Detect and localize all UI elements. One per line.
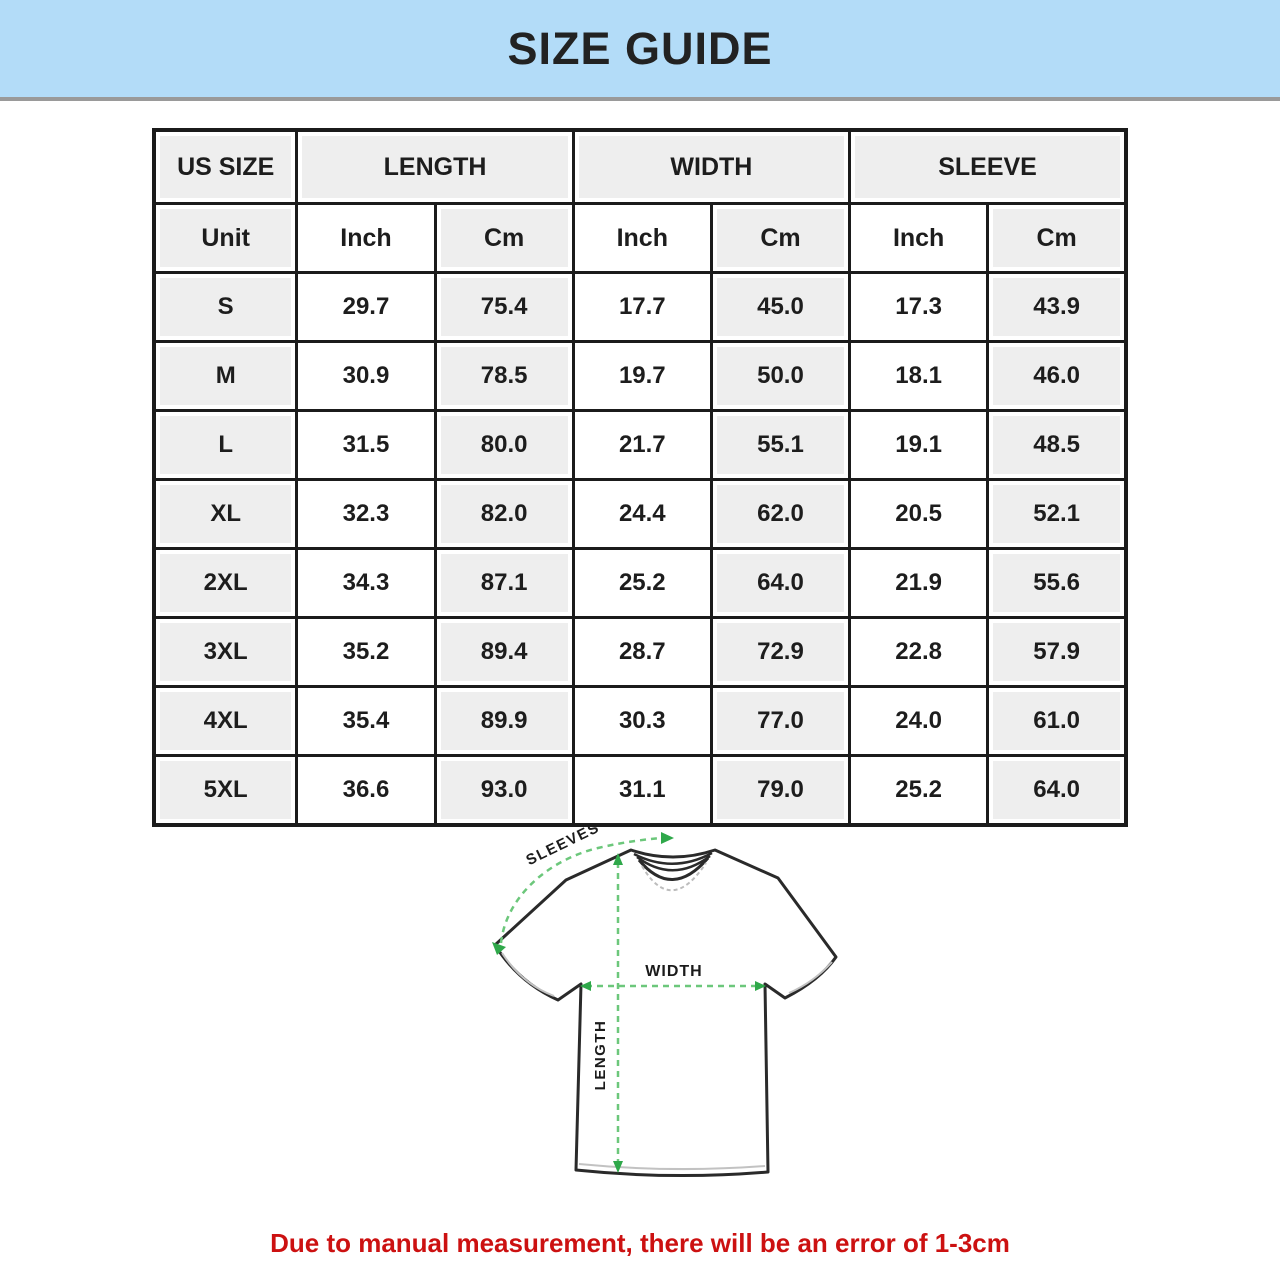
group-header-row xyxy=(154,130,1126,204)
group-header-cell xyxy=(573,130,849,204)
value-label: 21.9 xyxy=(855,554,982,612)
value-label: 21.7 xyxy=(579,416,706,474)
table-row xyxy=(154,273,1126,342)
value-label: 45.0 xyxy=(717,278,844,336)
value-label: 79.0 xyxy=(717,761,844,819)
unit-header-label: Cm xyxy=(717,209,844,267)
value-cell xyxy=(850,549,988,618)
size-label: 3XL xyxy=(160,623,291,681)
value-label: 77.0 xyxy=(717,692,844,750)
value-cell xyxy=(297,273,435,342)
tshirt-diagram xyxy=(458,812,888,1222)
value-label: 87.1 xyxy=(441,554,568,612)
sleeves-arrowhead-end xyxy=(661,832,674,844)
value-label: 93.0 xyxy=(441,761,568,819)
value-cell xyxy=(711,618,849,687)
group-header-label: US SIZE xyxy=(160,136,291,198)
value-cell xyxy=(988,273,1126,342)
size-cell xyxy=(154,756,297,826)
group-header-cell xyxy=(850,130,1126,204)
table-body xyxy=(154,273,1126,826)
value-label: 19.1 xyxy=(855,416,982,474)
value-cell xyxy=(850,342,988,411)
value-cell xyxy=(573,549,711,618)
value-label: 89.4 xyxy=(441,623,568,681)
value-cell xyxy=(435,549,573,618)
value-label: 17.7 xyxy=(579,278,706,336)
value-cell xyxy=(711,342,849,411)
value-cell xyxy=(988,756,1126,826)
unit-header-cell xyxy=(435,204,573,273)
group-header-label: SLEEVE xyxy=(855,136,1120,198)
value-cell xyxy=(711,687,849,756)
value-cell xyxy=(297,549,435,618)
unit-header-label: Inch xyxy=(579,209,706,267)
size-label: L xyxy=(160,416,291,474)
size-cell xyxy=(154,687,297,756)
value-cell xyxy=(297,411,435,480)
value-label: 30.3 xyxy=(579,692,706,750)
value-cell xyxy=(297,687,435,756)
size-table-wrap xyxy=(152,128,1128,827)
unit-header-label: Cm xyxy=(993,209,1120,267)
value-label: 30.9 xyxy=(302,347,429,405)
table-row xyxy=(154,411,1126,480)
value-label: 64.0 xyxy=(993,761,1120,819)
value-cell xyxy=(711,549,849,618)
value-label: 61.0 xyxy=(993,692,1120,750)
value-label: 55.6 xyxy=(993,554,1120,612)
size-cell xyxy=(154,480,297,549)
value-label: 25.2 xyxy=(579,554,706,612)
value-cell xyxy=(573,480,711,549)
value-label: 72.9 xyxy=(717,623,844,681)
value-label: 24.0 xyxy=(855,692,982,750)
value-label: 55.1 xyxy=(717,416,844,474)
size-label: S xyxy=(160,278,291,336)
value-cell xyxy=(435,480,573,549)
width-label: WIDTH xyxy=(645,963,703,980)
value-label: 50.0 xyxy=(717,347,844,405)
value-cell xyxy=(435,411,573,480)
value-label: 22.8 xyxy=(855,623,982,681)
value-label: 62.0 xyxy=(717,485,844,543)
value-label: 36.6 xyxy=(302,761,429,819)
unit-header-cell xyxy=(154,204,297,273)
value-label: 17.3 xyxy=(855,278,982,336)
table-row xyxy=(154,618,1126,687)
value-cell xyxy=(435,618,573,687)
value-label: 32.3 xyxy=(302,485,429,543)
value-label: 35.4 xyxy=(302,692,429,750)
sleeves-label: SLEEVES xyxy=(523,818,603,870)
value-cell xyxy=(297,756,435,826)
value-cell xyxy=(988,618,1126,687)
value-label: 34.3 xyxy=(302,554,429,612)
value-cell xyxy=(435,687,573,756)
value-label: 25.2 xyxy=(855,761,982,819)
value-label: 48.5 xyxy=(993,416,1120,474)
value-cell xyxy=(573,342,711,411)
unit-header-cell xyxy=(988,204,1126,273)
value-cell xyxy=(573,618,711,687)
value-cell xyxy=(850,480,988,549)
value-cell xyxy=(988,342,1126,411)
value-label: 19.7 xyxy=(579,347,706,405)
length-label: LENGTH xyxy=(592,1019,609,1091)
size-cell xyxy=(154,342,297,411)
value-cell xyxy=(988,411,1126,480)
value-label: 31.5 xyxy=(302,416,429,474)
value-label: 52.1 xyxy=(993,485,1120,543)
unit-header-label: Inch xyxy=(302,209,429,267)
value-label: 80.0 xyxy=(441,416,568,474)
size-table xyxy=(152,128,1128,827)
size-cell xyxy=(154,411,297,480)
value-label: 57.9 xyxy=(993,623,1120,681)
table-row xyxy=(154,342,1126,411)
value-label: 75.4 xyxy=(441,278,568,336)
table-head xyxy=(154,130,1126,273)
size-label: 2XL xyxy=(160,554,291,612)
size-label: XL xyxy=(160,485,291,543)
value-label: 18.1 xyxy=(855,347,982,405)
table-row xyxy=(154,549,1126,618)
banner xyxy=(0,0,1280,101)
value-label: 28.7 xyxy=(579,623,706,681)
value-cell xyxy=(711,411,849,480)
unit-header-label: Unit xyxy=(160,209,291,267)
tshirt-outline xyxy=(495,850,836,1176)
value-cell xyxy=(711,480,849,549)
value-cell xyxy=(850,273,988,342)
size-cell xyxy=(154,549,297,618)
value-label: 82.0 xyxy=(441,485,568,543)
value-cell xyxy=(711,273,849,342)
size-label: M xyxy=(160,347,291,405)
value-label: 35.2 xyxy=(302,623,429,681)
footnote: Due to manual measurement, there will be an error of 1-3cm xyxy=(270,1228,1010,1258)
value-cell xyxy=(850,687,988,756)
unit-header-cell xyxy=(711,204,849,273)
value-cell xyxy=(988,480,1126,549)
size-cell xyxy=(154,273,297,342)
value-cell xyxy=(850,618,988,687)
value-label: 78.5 xyxy=(441,347,568,405)
group-header-label: LENGTH xyxy=(302,136,567,198)
unit-header-row xyxy=(154,204,1126,273)
unit-header-label: Cm xyxy=(441,209,568,267)
group-header-cell xyxy=(297,130,573,204)
value-label: 89.9 xyxy=(441,692,568,750)
group-header-label: WIDTH xyxy=(579,136,844,198)
page-title: SIZE GUIDE xyxy=(507,22,773,74)
value-cell xyxy=(435,342,573,411)
value-cell xyxy=(573,273,711,342)
value-cell xyxy=(435,273,573,342)
value-cell xyxy=(573,411,711,480)
table-row xyxy=(154,480,1126,549)
value-label: 24.4 xyxy=(579,485,706,543)
value-label: 29.7 xyxy=(302,278,429,336)
value-label: 64.0 xyxy=(717,554,844,612)
unit-header-cell xyxy=(573,204,711,273)
size-label: 5XL xyxy=(160,761,291,819)
value-cell xyxy=(297,618,435,687)
unit-header-label: Inch xyxy=(855,209,982,267)
value-cell xyxy=(297,342,435,411)
unit-header-cell xyxy=(850,204,988,273)
value-cell xyxy=(988,549,1126,618)
table-row xyxy=(154,687,1126,756)
value-cell xyxy=(850,411,988,480)
value-label: 43.9 xyxy=(993,278,1120,336)
size-label: 4XL xyxy=(160,692,291,750)
value-label: 46.0 xyxy=(993,347,1120,405)
value-cell xyxy=(297,480,435,549)
size-cell xyxy=(154,618,297,687)
value-label: 31.1 xyxy=(579,761,706,819)
value-cell xyxy=(573,687,711,756)
group-header-cell xyxy=(154,130,297,204)
unit-header-cell xyxy=(297,204,435,273)
value-label: 20.5 xyxy=(855,485,982,543)
value-cell xyxy=(988,687,1126,756)
